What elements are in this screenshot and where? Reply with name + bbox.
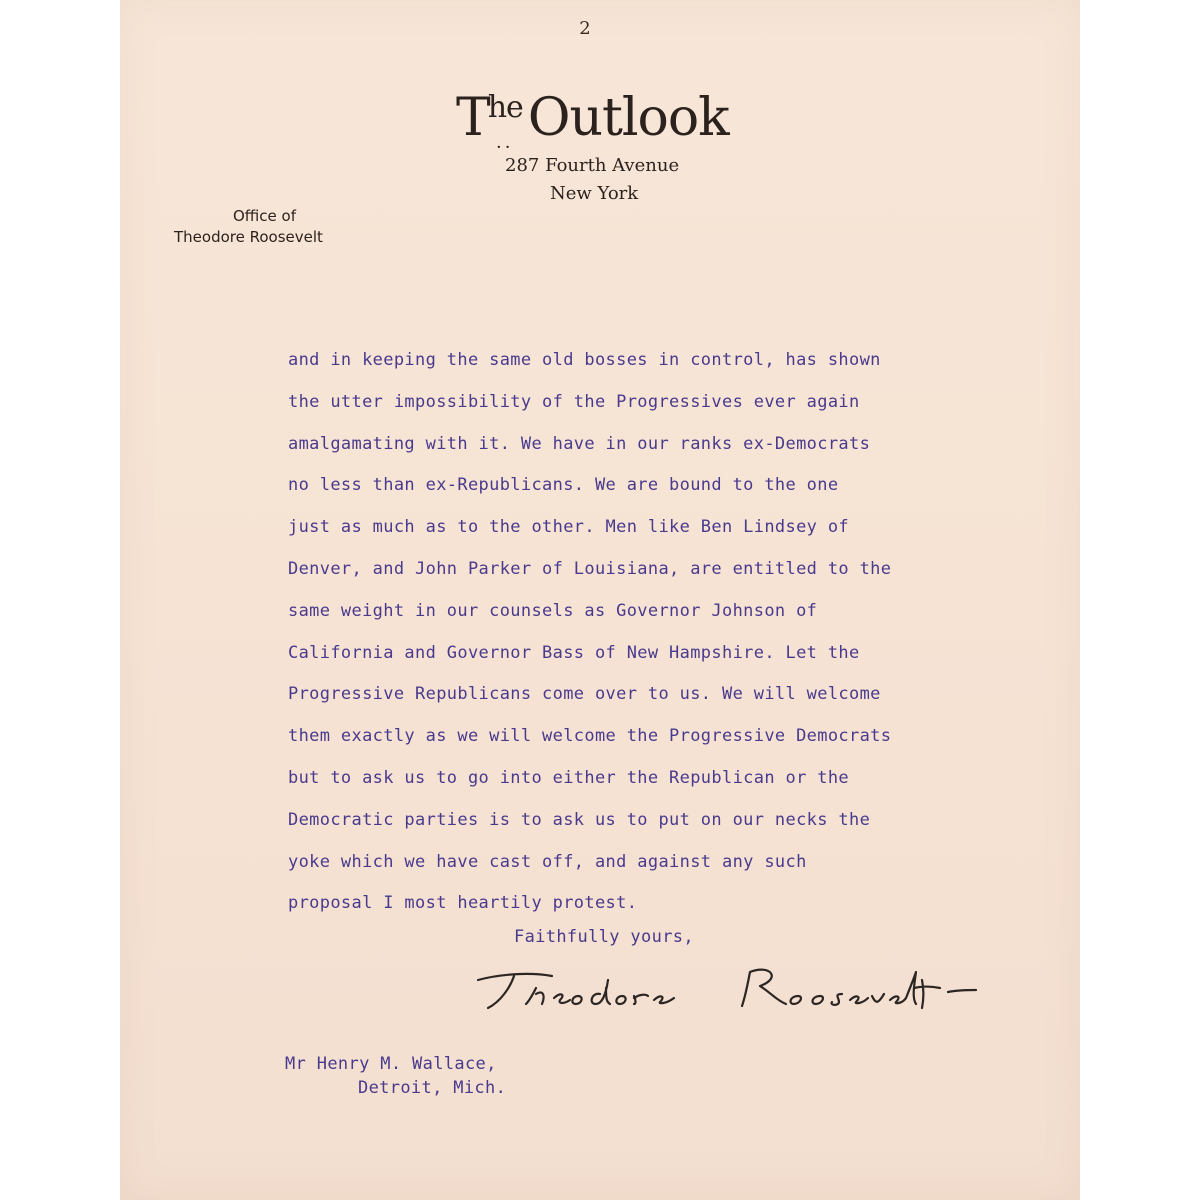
body-line: just as much as to the other. Men like Ben Lindsey of bbox=[288, 517, 849, 538]
body-line: but to ask us to go into either the Republican or the bbox=[288, 767, 849, 788]
body-line: same weight in our counsels as Governor Johnson of bbox=[288, 600, 818, 621]
body-line: Denver, and John Parker of Louisiana, are entitled to the bbox=[288, 558, 892, 579]
letterhead-title-t: T bbox=[456, 88, 490, 148]
body-line: no less than ex-Republicans. We are bound to the one bbox=[288, 475, 839, 496]
body-line: them exactly as we will welcome the Progressive Democrats bbox=[288, 726, 892, 747]
letterhead-office-label: Office of bbox=[233, 207, 297, 225]
body-line: Democratic parties is to ask us to put on our necks the bbox=[288, 809, 871, 830]
recipient-city: Detroit, Mich. bbox=[358, 1078, 507, 1098]
letterhead-title bbox=[456, 88, 729, 158]
letterhead-address-city: New York bbox=[550, 183, 639, 204]
body-line: proposal I most heartily protest. bbox=[288, 893, 638, 914]
body-line: California and Governor Bass of New Hampshire. Let the bbox=[288, 642, 860, 663]
letterhead-office-name: Theodore Roosevelt bbox=[174, 228, 323, 246]
letterhead-address-street: 287 Fourth Avenue bbox=[505, 155, 680, 176]
handwritten-signature bbox=[470, 958, 1010, 1028]
letterhead-title-outlook: Outlook bbox=[527, 88, 729, 148]
page-number: 2 bbox=[579, 18, 591, 39]
body-line: Progressive Republicans come over to us. We will welcome bbox=[288, 684, 881, 705]
body-line: the utter impossibility of the Progressives ever again bbox=[288, 391, 860, 412]
recipient-name: Mr Henry M. Wallace, bbox=[285, 1054, 497, 1074]
closing-salutation: Faithfully yours, bbox=[514, 927, 694, 947]
letterhead-title-he: he bbox=[487, 90, 523, 125]
body-line: and in keeping the same old bosses in control, has shown bbox=[288, 350, 881, 370]
body-line: yoke which we have cast off, and against any such bbox=[288, 851, 807, 872]
letter-body bbox=[288, 340, 891, 925]
body-line: amalgamating with it. We have in our ranks ex-Democrats bbox=[288, 433, 871, 454]
letterhead-dots: ·· bbox=[496, 137, 514, 158]
